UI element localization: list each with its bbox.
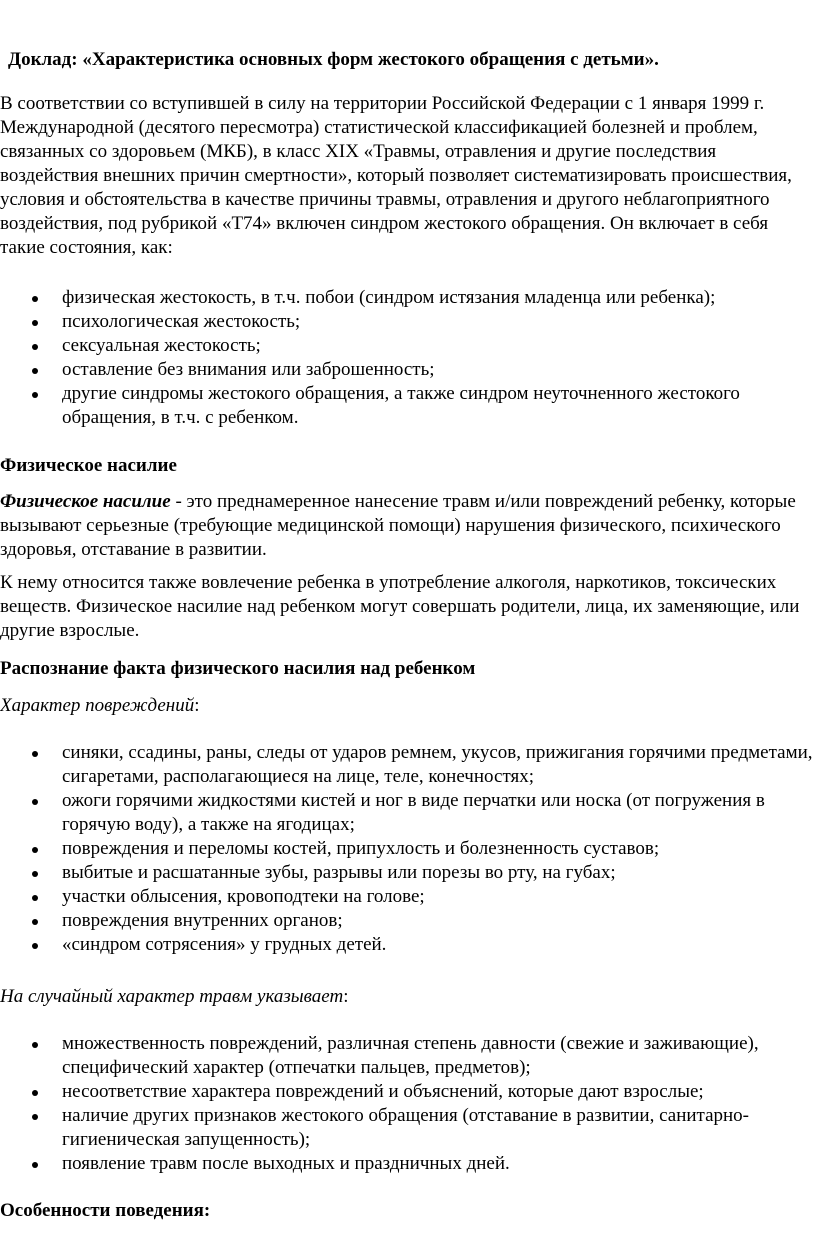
physical-definition-text: - это преднамеренное нанесение травм и/или повреждений ребенку, которые вызывают серьезные (требующие медицинской помощи) нарушения физического, психического здоровья, отставание в развитии. bbox=[0, 491, 796, 560]
physical-violence-heading: Физическое насилие bbox=[0, 455, 177, 476]
list-item: другие синдромы жестокого обращения, а также синдром неуточненного жестокого обращения, в т.ч. с ребенком. bbox=[0, 382, 816, 430]
injuries-label-line bbox=[0, 694, 816, 718]
injuries-label: Характер повреждений bbox=[0, 695, 195, 716]
behavior-heading: Особенности поведения: bbox=[0, 1200, 211, 1221]
list-item: психологическая жестокость; bbox=[0, 310, 816, 334]
list-item: повреждения внутренних органов; bbox=[0, 909, 816, 933]
list-item: несоответствие характера повреждений и объяснений, которые дают взрослые; bbox=[0, 1080, 816, 1104]
injuries-list bbox=[0, 741, 816, 957]
intro-paragraph: В соответствии со вступившей в силу на территории Российской Федерации с 1 января 1999 г. Международной (десятого пересмотра) статистической классификацией болезней и проблем, связанных со здоровьем (МКБ), в класс XIX «Травмы, отравления и другие последствия воздействия внешних причин смертности», который позволяет систематизировать происшествия, условия и обстоятельства в качестве причины травмы, отравления и другого неблагоприятного воздействия, под рубрикой «Т74» включен синдром жестокого обращения. Он включает в себя такие состояния, как: bbox=[0, 93, 792, 258]
physical-additional-paragraph: К нему относится также вовлечение ребенка в употребление алкоголя, наркотиков, токсических веществ. Физическое насилие над ребенком могут совершать родители, лица, их заменяющие, или другие взрослые. bbox=[0, 572, 800, 641]
physical-definition-paragraph bbox=[0, 490, 816, 562]
list-item: оставление без внимания или заброшенность; bbox=[0, 358, 816, 382]
list-item: появление травм после выходных и праздничных дней. bbox=[0, 1152, 816, 1176]
random-label: На случайный характер травм указывает bbox=[0, 986, 344, 1007]
physical-definition-term: Физическое насилие bbox=[0, 491, 171, 512]
injuries-colon: : bbox=[194, 695, 200, 716]
list-item: наличие других признаков жестокого обращения (отставание в развитии, санитарно-гигиеническая запущенность); bbox=[0, 1104, 816, 1152]
random-signs-list bbox=[0, 1032, 816, 1176]
random-colon: : bbox=[343, 986, 349, 1007]
list-item: участки облысения, кровоподтеки на голове; bbox=[0, 885, 816, 909]
list-item: синяки, ссадины, раны, следы от ударов ремнем, укусов, прижигания горячими предметами, сигаретами, располагающиеся на лице, теле, конечностях; bbox=[0, 741, 816, 789]
recognition-heading: Распознание факта физического насилия над ребенком bbox=[0, 658, 476, 679]
document-title: Доклад: «Характеристика основных форм жестокого обращения с детьми». bbox=[8, 49, 659, 70]
conditions-list bbox=[0, 286, 816, 430]
list-item: повреждения и переломы костей, припухлость и болезненность суставов; bbox=[0, 837, 816, 861]
list-item: физическая жестокость, в т.ч. побои (синдром истязания младенца или ребенка); bbox=[0, 286, 816, 310]
list-item: «синдром сотрясения» у грудных детей. bbox=[0, 933, 816, 957]
list-item: множественность повреждений, различная степень давности (свежие и заживающие), специфический характер (отпечатки пальцев, предметов); bbox=[0, 1032, 816, 1080]
list-item: ожоги горячими жидкостями кистей и ног в виде перчатки или носка (от погружения в горячую воду), а также на ягодицах; bbox=[0, 789, 816, 837]
list-item: выбитые и расшатанные зубы, разрывы или порезы во рту, на губах; bbox=[0, 861, 816, 885]
list-item: сексуальная жестокость; bbox=[0, 334, 816, 358]
random-label-line bbox=[0, 985, 816, 1009]
